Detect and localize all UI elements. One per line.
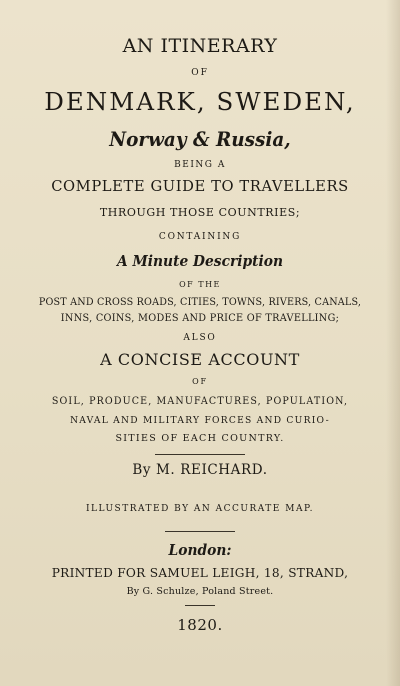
title-line-5: BEING A — [174, 160, 226, 170]
title-line-2: OF — [191, 68, 209, 78]
imprint-place-blackletter: London: — [168, 541, 232, 559]
title-line-9-blackletter: A Minute Description — [116, 252, 284, 270]
title-line-14: A CONCISE ACCOUNT — [100, 350, 300, 369]
imprint-printer: PRINTED FOR SAMUEL LEIGH, 18, STRAND, — [51, 565, 349, 580]
title-line-8: CONTAINING — [158, 232, 242, 242]
title-line-15: OF — [192, 377, 208, 386]
title-line-18: SITIES OF EACH COUNTRY. — [115, 433, 285, 444]
illustrated-line: ILLUSTRATED BY AN ACCURATE MAP. — [85, 504, 315, 514]
title-line-7: THROUGH THOSE COUNTRIES; — [99, 206, 301, 219]
title-line-16: SOIL, PRODUCE, MANUFACTURES, POPULATION, — [51, 396, 349, 407]
title-line-10: OF THE — [179, 280, 221, 289]
title-line-17: NAVAL AND MILITARY FORCES AND CURIO- — [70, 415, 330, 426]
imprint-printer-2: By G. Schulze, Poland Street. — [126, 586, 274, 597]
divider-rule-1 — [155, 454, 245, 455]
title-line-4-blackletter: Norway & Russia, — [109, 127, 291, 151]
divider-rule-3 — [185, 605, 215, 606]
author-line: By M. REICHARD. — [132, 462, 268, 478]
divider-rule-2 — [165, 531, 235, 532]
title-line-12: INNS, COINS, MODES AND PRICE OF TRAVELLING; — [60, 313, 340, 324]
title-line-11: POST AND CROSS ROADS, CITIES, TOWNS, RIVERS, CANALS, — [38, 297, 362, 308]
title-line-6: COMPLETE GUIDE TO TRAVELLERS — [51, 177, 349, 195]
title-line-3: DENMARK, SWEDEN, — [44, 88, 356, 116]
imprint-year: 1820. — [177, 616, 223, 634]
title-line-1: AN ITINERARY — [122, 35, 278, 57]
title-line-13: ALSO — [183, 333, 217, 343]
